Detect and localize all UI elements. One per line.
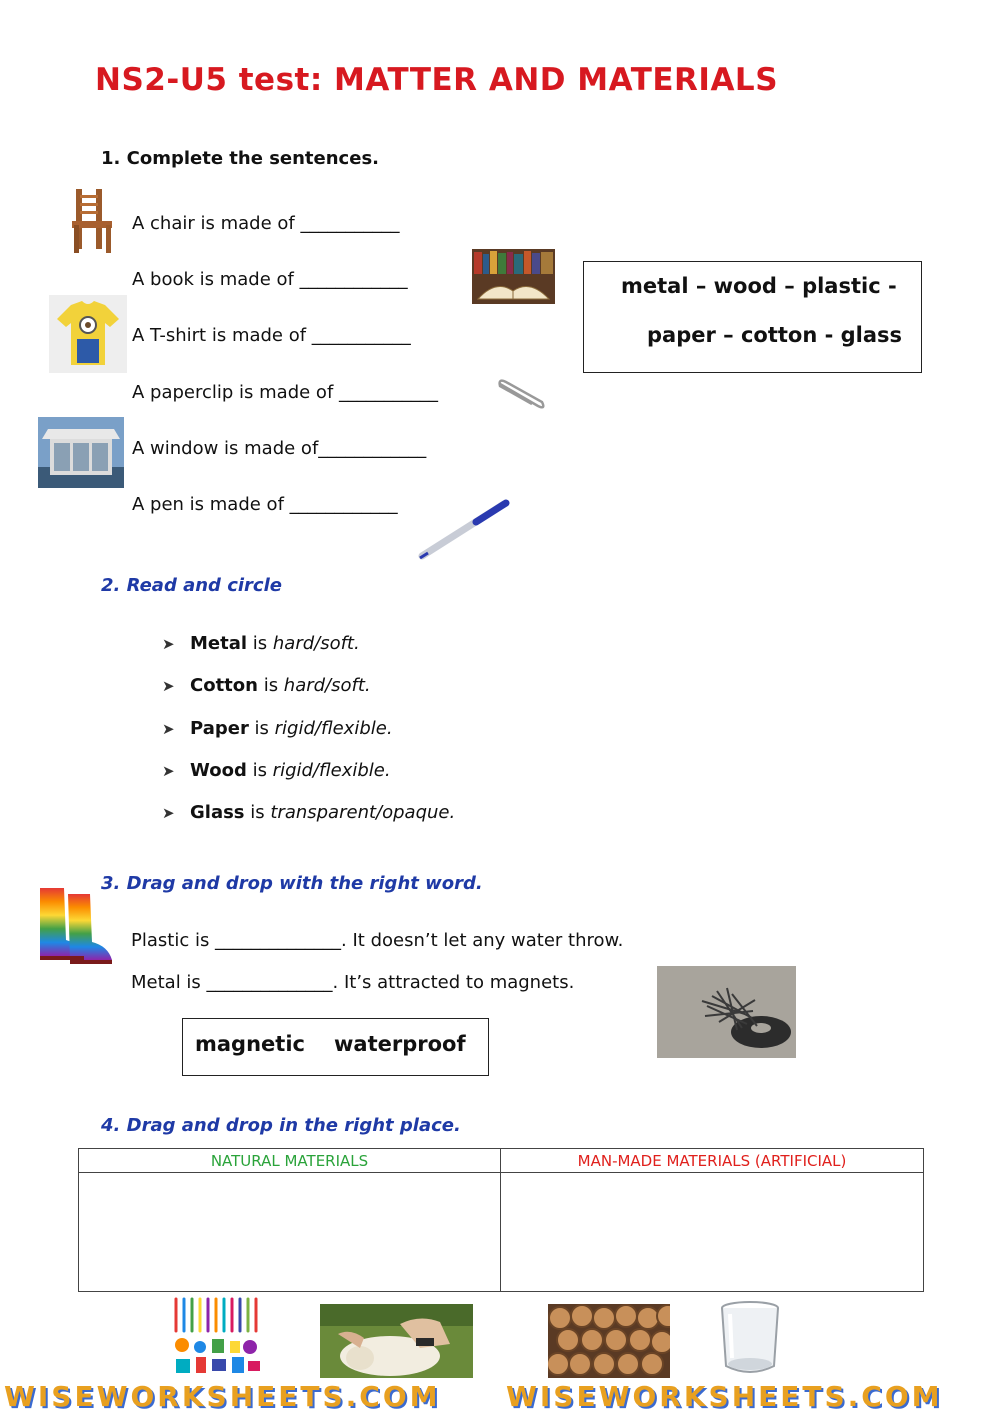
paperclip-image xyxy=(494,376,550,416)
drop-zone-natural[interactable] xyxy=(79,1173,501,1292)
circle-options[interactable]: rigid/flexible. xyxy=(274,718,393,739)
circle-options[interactable]: hard/soft. xyxy=(283,675,371,696)
arrow-bullet-icon: ➤ xyxy=(162,635,175,653)
rain-boots-image xyxy=(32,884,118,966)
arrow-bullet-icon: ➤ xyxy=(162,762,175,780)
sentence-chair: A chair is made of ___________ xyxy=(132,213,400,234)
glass-image[interactable] xyxy=(716,1300,784,1378)
circle-item-metal: ➤ Metal is hard/soft. xyxy=(162,633,360,654)
column-header-man-made: MAN-MADE MATERIALS (ARTIFICIAL) xyxy=(501,1149,924,1173)
word-bank-line-2: paper – cotton - glass xyxy=(647,323,903,347)
word-bank-box xyxy=(583,261,922,373)
section-3-heading: 3. Drag and drop with the right word. xyxy=(101,873,483,894)
drop-zone-man-made[interactable] xyxy=(501,1173,924,1292)
drag-word-magnetic[interactable]: magnetic xyxy=(195,1032,305,1056)
circle-item-paper: ➤ Paper is rigid/flexible. xyxy=(162,718,393,739)
section-4-heading: 4. Drag and drop in the right place. xyxy=(101,1115,461,1136)
word-bank-line-1: metal – wood – plastic - xyxy=(621,274,897,298)
magnet-nails-image xyxy=(657,966,796,1058)
circle-item-glass: ➤ Glass is transparent/opaque. xyxy=(162,802,456,823)
tshirt-image xyxy=(49,295,127,373)
materials-table xyxy=(78,1148,924,1292)
section-2-heading: 2. Read and circle xyxy=(101,575,282,596)
logs-image[interactable] xyxy=(548,1304,670,1378)
circle-options[interactable]: transparent/opaque. xyxy=(270,802,456,823)
sentence-book: A book is made of ____________ xyxy=(132,269,408,290)
arrow-bullet-icon: ➤ xyxy=(162,677,175,695)
sentence-paperclip: A paperclip is made of ___________ xyxy=(132,382,438,403)
arrow-bullet-icon: ➤ xyxy=(162,720,175,738)
drag-word-waterproof[interactable]: waterproof xyxy=(334,1032,466,1056)
pen-image xyxy=(416,496,516,562)
sentence-tshirt: A T-shirt is made of ___________ xyxy=(132,325,411,346)
page-title: NS2-U5 test: MATTER AND MATERIALS xyxy=(95,62,779,98)
drag-words-box xyxy=(182,1018,489,1076)
sentence-window: A window is made of____________ xyxy=(132,438,427,459)
plastic-items-image[interactable] xyxy=(168,1295,265,1377)
chair-image xyxy=(62,185,120,257)
sentence-pen: A pen is made of ____________ xyxy=(132,494,398,515)
circle-options[interactable]: hard/soft. xyxy=(272,633,360,654)
footer-brand-right: WISEWORKSHEETS.COM xyxy=(506,1380,943,1413)
sentence-plastic: Plastic is ______________. It doesn’t let any water throw. xyxy=(131,930,624,951)
sheep-shearing-image[interactable] xyxy=(320,1304,473,1378)
sentence-metal: Metal is ______________. It’s attracted to magnets. xyxy=(131,972,575,993)
book-image xyxy=(472,249,555,304)
footer-watermark xyxy=(0,1378,1000,1413)
column-header-natural: NATURAL MATERIALS xyxy=(79,1149,501,1173)
section-1-heading: 1. Complete the sentences. xyxy=(101,148,379,169)
window-image xyxy=(38,417,124,488)
circle-item-wood: ➤ Wood is rigid/flexible. xyxy=(162,760,391,781)
circle-options[interactable]: rigid/flexible. xyxy=(272,760,391,781)
footer-brand-left: WISEWORKSHEETS.COM xyxy=(4,1380,441,1413)
arrow-bullet-icon: ➤ xyxy=(162,804,175,822)
circle-item-cotton: ➤ Cotton is hard/soft. xyxy=(162,675,371,696)
